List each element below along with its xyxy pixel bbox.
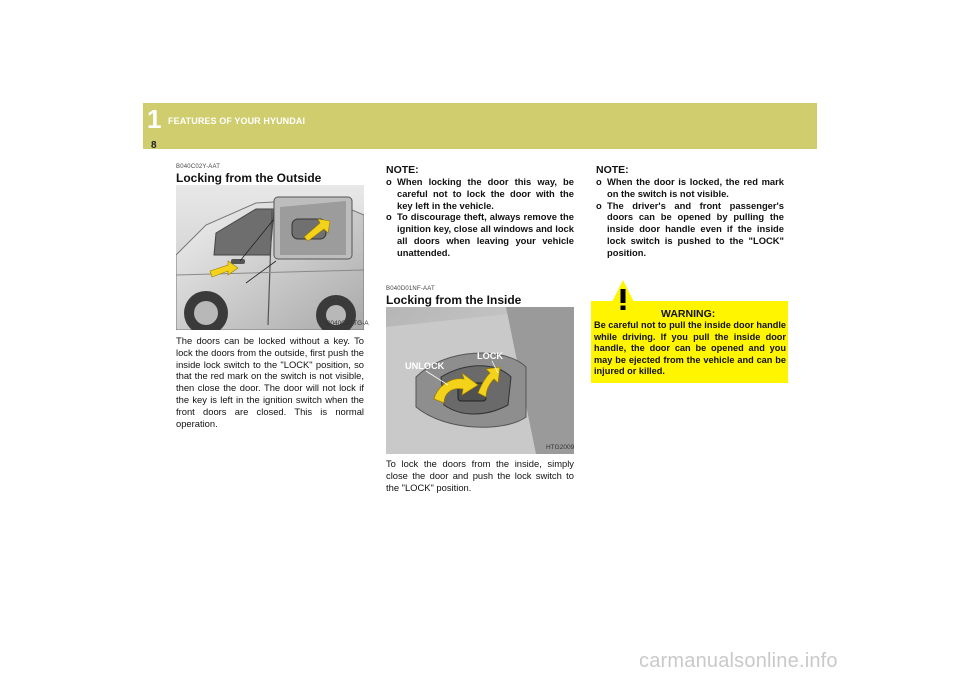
note-item-text: When locking the door this way, be careful not to lock the door with the key left in the vehicle. xyxy=(397,176,574,211)
section-heading: Locking from the Inside xyxy=(386,293,522,307)
outside-body-text: The doors can be locked without a key. To lock the doors from the outside, first push the inside lock switch to the "LOCK" position, so that the red mark on the switch is not visible, then close the door. The door will not lock if the key is left in the ignition switch when the front doors are closed. This is normal operation. xyxy=(176,335,364,429)
section-code: B040C02Y-AAT xyxy=(176,164,221,170)
note-item xyxy=(596,176,784,200)
note-list xyxy=(596,176,784,259)
chapter-title: FEATURES OF YOUR HYUNDAI xyxy=(168,116,306,126)
note-item xyxy=(386,176,574,211)
note-item xyxy=(386,211,574,258)
note-title: NOTE: xyxy=(386,164,419,176)
section-code: B040D01NF-AAT xyxy=(386,286,435,292)
figure-code: HTG2009 xyxy=(546,444,575,451)
bullet: o xyxy=(596,199,602,211)
note-item-text: To discourage theft, always remove the ignition key, close all windows and lock all doors when leaving your vehicle unattended. xyxy=(397,211,574,258)
bullet: o xyxy=(386,176,392,187)
note-title: NOTE: xyxy=(596,164,629,176)
outside-lock-figure xyxy=(176,185,364,330)
note-list xyxy=(386,176,574,259)
unlock-label: UNLOCK xyxy=(405,361,445,371)
lock-label: LOCK xyxy=(477,351,504,361)
exclamation-triangle-icon xyxy=(606,279,640,318)
inside-lock-figure xyxy=(386,307,574,454)
note-item-text: The driver's and front passenger's doors can be opened by pulling the inside door handle even if the inside lock switch is pushed to the "LOCK" position. xyxy=(607,199,784,258)
door-handle-illustration xyxy=(386,307,574,454)
warning-title: WARNING: xyxy=(661,308,716,320)
chapter-number: 1 xyxy=(147,104,162,134)
warning-text: Be careful not to pull the inside door handle while driving. If you pull the inside door handle, the door can be opened and you may be ejected from the vehicle and can be injured or killed. xyxy=(594,320,786,377)
watermark: carmanualsonline.info xyxy=(639,650,838,672)
bullet: o xyxy=(386,211,392,223)
car-door-illustration xyxy=(176,185,364,330)
note-item xyxy=(596,200,784,259)
page-number: 8 xyxy=(151,140,157,151)
inside-body-text: To lock the doors from the inside, simply close the door and push the lock switch to the "LOCK" position. xyxy=(386,458,574,493)
bullet: o xyxy=(596,176,602,187)
header-band xyxy=(143,103,817,149)
section-heading: Locking from the Outside xyxy=(176,171,322,185)
figure-code: B040C01TG-A xyxy=(326,320,369,327)
note-item-text: When the door is locked, the red mark on the switch is not visible. xyxy=(607,176,784,199)
